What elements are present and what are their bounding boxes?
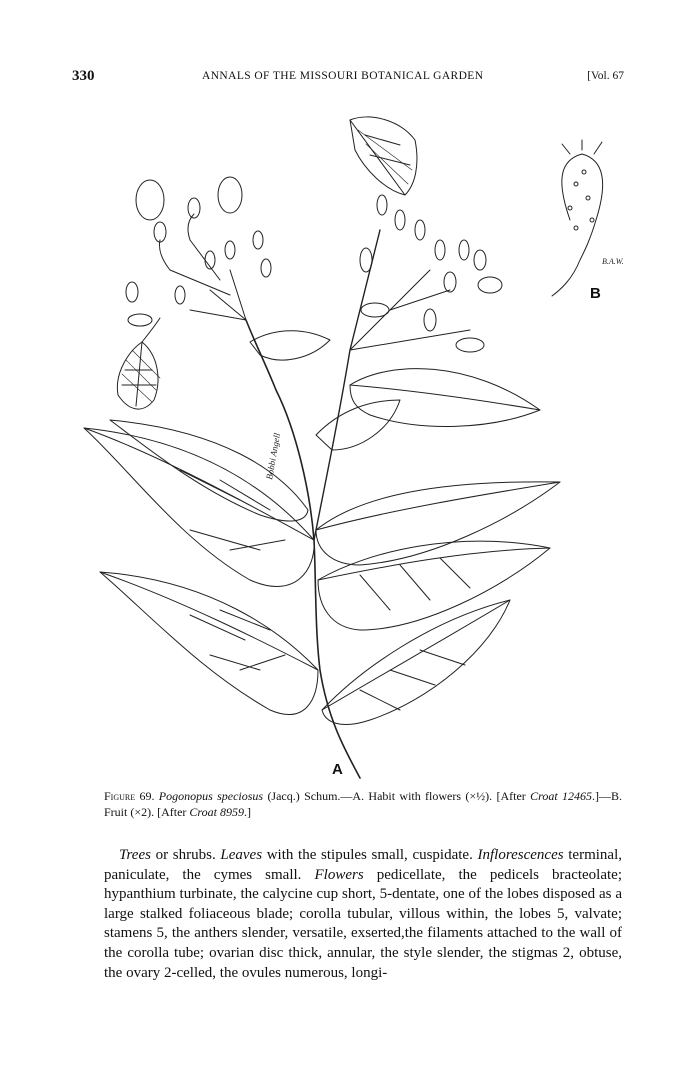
caption-lead: Figure 69. [104, 789, 155, 803]
caption-collector-b: Croat [189, 805, 217, 819]
botanical-illustration [70, 110, 630, 782]
caption-collector-a: Croat [530, 789, 558, 803]
term-inflorescences: Inflorescences [477, 847, 564, 863]
term-leaves: Leaves [220, 847, 263, 863]
artist-signature: Bobbi Angell [264, 432, 283, 481]
leaf-lower-left [100, 572, 318, 714]
caption-species: Pogonopus speciosus [158, 789, 264, 803]
fruit-initials: B.A.W. [602, 257, 624, 266]
leaf-right-lower [322, 600, 510, 725]
body-text-1: or shrubs. [150, 847, 221, 863]
caption-middle: .]—B. Fruit (×2). [After [104, 789, 622, 819]
leaf-left-middle [84, 428, 314, 586]
body-text-4: pedicellate, the pedicels bracteolate; hypanthium turbinate, the calycine cup short, 5-dentate, one of the lobes disposed as a large stalked foliaceous blade; corolla tubular, villous within, the lobes 5, valvate; stamens 5, the anthers slender, versatile, exserted,the filaments attached to the wall of the corolla tube; ovarian disc thick, annular, the style slender, the stigmas 2, obtuse, the ovary 2-celled, the ovules numerous, longi- [104, 866, 622, 981]
leaf-upper-small [250, 331, 400, 450]
fruit-illustration [552, 140, 603, 296]
caption-text: (Jacq.) Schum.—A. Habit with flowers (×½). [After [263, 789, 531, 803]
leaf-right-middle [318, 541, 550, 630]
panel-label-b: B [590, 285, 601, 302]
running-header [72, 68, 624, 88]
leaf-right-upper [316, 482, 560, 565]
volume-number: [Vol. 67 [587, 70, 624, 82]
term-flowers: Flowers [314, 866, 364, 883]
flower-cluster-right [350, 195, 502, 352]
journal-title: ANNALS OF THE MISSOURI BOTANICAL GARDEN [202, 70, 484, 82]
caption-number-a: 12465 [562, 789, 592, 803]
page-number: 330 [72, 68, 95, 84]
body-text-2: with the stipules small, cuspidate. [262, 847, 478, 863]
flower-cluster-left [126, 177, 271, 326]
body-paragraph [104, 846, 622, 983]
panel-label-a: A [332, 761, 343, 778]
term-trees: Trees [119, 847, 151, 863]
calyx-blade-left [117, 318, 160, 409]
caption-number-b: 8959 [219, 805, 244, 819]
leaf-right-top [350, 369, 540, 427]
body-text-3: terminal, paniculate, the cymes small. [104, 847, 622, 883]
upper-stem-right [314, 230, 380, 540]
figure-caption [104, 788, 622, 820]
caption-end: .] [243, 805, 251, 819]
